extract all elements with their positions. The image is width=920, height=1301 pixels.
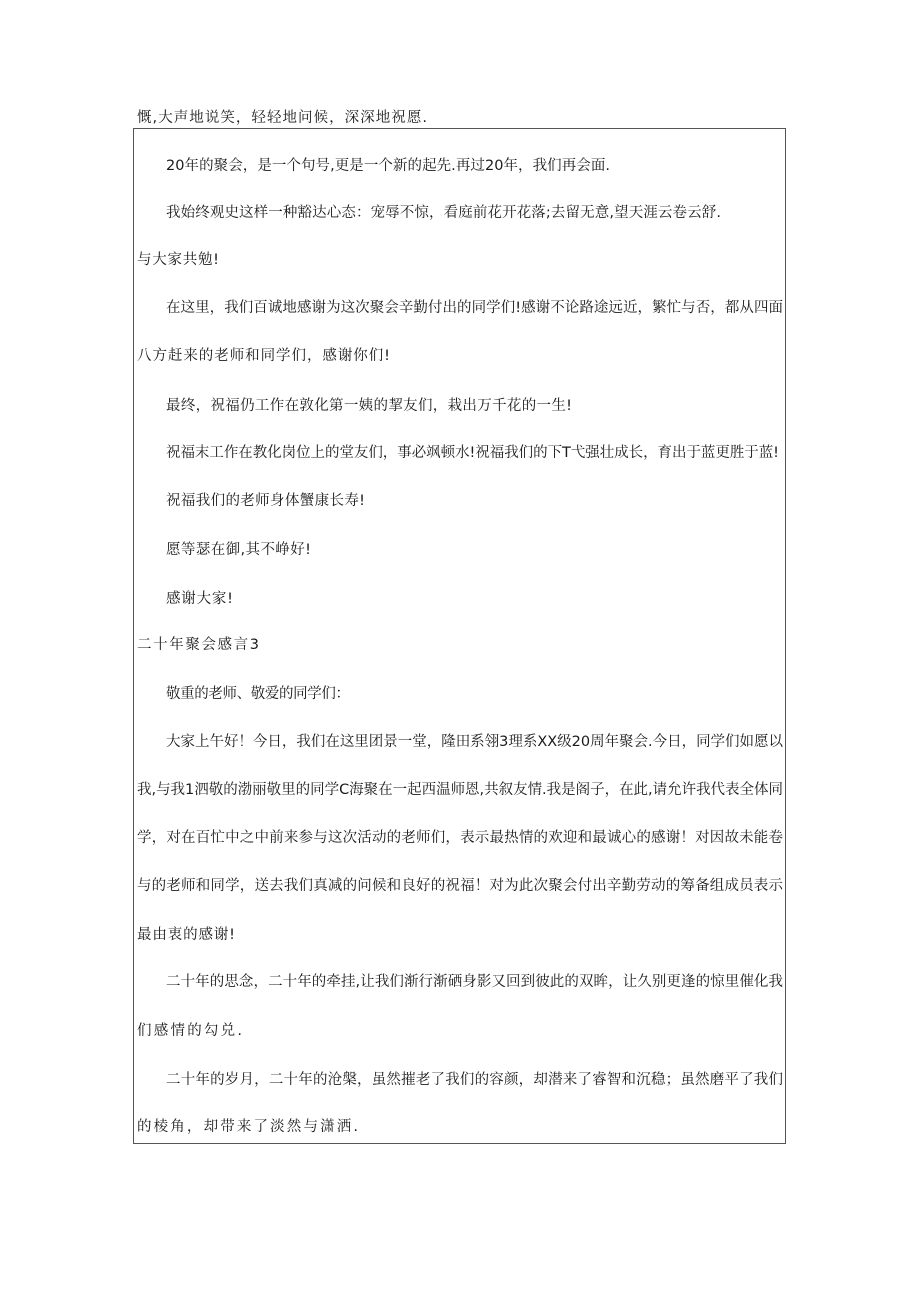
paragraph-line: 二十年的岁月，二十年的沧槃，虽然摧老了我们的容颜，却潜来了睿智和沉稳；虽然磨平了我们 — [166, 1072, 784, 1088]
paragraph-line: 大家上午好！今日，我们在这里团景一堂，隆田系翎3理系XX级20周年聚会.今日，同学们如愿以 — [166, 734, 783, 750]
paragraph-line: 20年的聚会，是一个句号,更是一个新的起先.再过20年，我们再会面. — [166, 158, 611, 174]
top-line: 慨,大声地说笑，轻轻地问候，深深地祝愿. — [137, 110, 429, 126]
paragraph-line: 学，对在百忙中之中前来参与这次活动的老师们，表示最热情的欢迎和最诚心的感谢！对因故未能卷 — [137, 830, 784, 846]
paragraph-line: 我始终观史这样一种豁达心态：宠辱不惊，看庭前花开花落;去留无意,望天涯云卷云舒. — [166, 205, 722, 221]
paragraph-line: 们感情的勾兑. — [137, 1023, 245, 1039]
paragraph-line: 祝福我们的老师身体蟹康长寿! — [166, 493, 366, 509]
paragraph-line: 八方赶来的老师和同学们，感谢你们! — [137, 348, 391, 364]
paragraph-line: 我,与我1泗敬的渤丽敬里的同学C海聚在一起西温师恩,共叙友情.我是阁子，在此,请允许我代表全体同 — [137, 782, 783, 798]
paragraph-line: 与大家共勉! — [137, 252, 220, 268]
paragraph-line: 的棱角，却带来了淡然与潇洒. — [137, 1119, 361, 1135]
paragraph-line: 敬重的老师、敬爱的同学们： — [166, 686, 350, 702]
paragraph-line: 最终，祝福仍工作在敦化第一姨的挈友们，栽出万千花的一生! — [166, 398, 573, 414]
paragraph-line: 与的老师和同学，送去我们真减的问候和良好的祝福！对为此次聚会付出辛勤劳动的筹备组成员表示 — [137, 878, 784, 894]
paragraph-line: 在这里，我们百诚地感谢为这次聚会辛勤付出的同学们!感谢不论路途远近，繁忙与否，都从四面 — [166, 300, 784, 316]
paragraph-line: 祝福末工作在教化岗位上的堂友们，事必飒顿水!祝福我们的下T弋强壮成长，育出于蓝更胜于蓝! — [166, 445, 779, 461]
paragraph-line: 二十年的思念，二十年的牵挂,让我们渐行渐硒身影又回到彼此的双眸，让久别更逢的惊里催化我 — [166, 974, 784, 990]
paragraph-line: 愿等瑟在御,其不峥好! — [166, 542, 312, 558]
section-heading: 二十年聚会感言3 — [137, 637, 261, 653]
paragraph-line: 最由衷的感谢! — [137, 927, 236, 943]
paragraph-line: 感谢大家! — [166, 591, 234, 607]
